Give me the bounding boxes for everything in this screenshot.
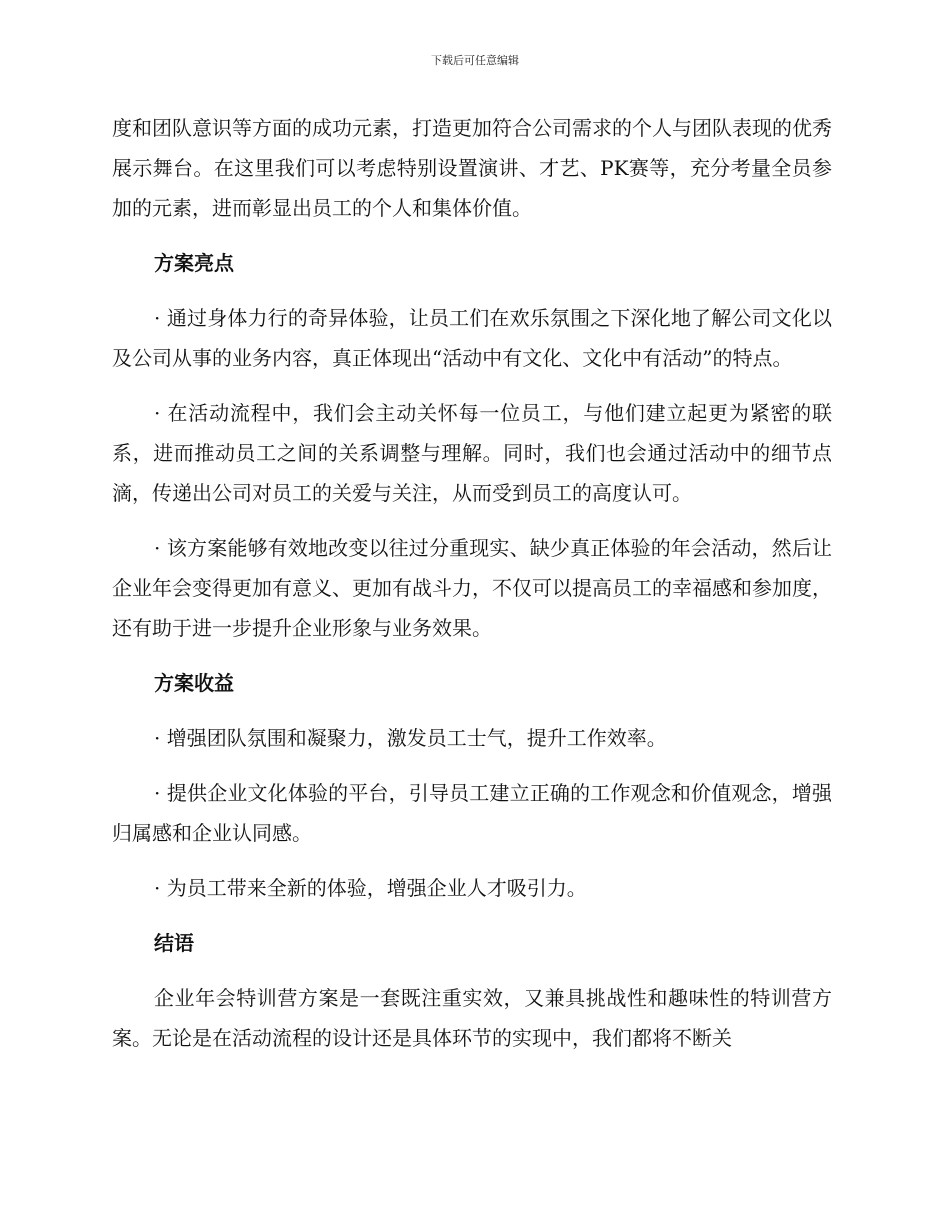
benefit-item: · 提供企业文化体验的平台，引导员工建立正确的工作观念和价值观念，增强归属感和企业认同感。 [112, 781, 832, 845]
highlight-item: · 通过身体力行的奇异体验，让员工们在欢乐氛围之下深化地了解公司文化以及公司从事的业务内容，真正体现出“活动中有文化、文化中有活动”的特点。 [112, 306, 832, 370]
highlight-item: · 该方案能够有效地改变以往过分重现实、缺少真正体验的年会活动，然后让企业年会变得更加有意义、更加有战斗力，不仅可以提高员工的幸福感和参加度，还有助于进一步提升企业形象与业务效果。 [112, 536, 832, 640]
section-heading-conclusion: 结语 [154, 931, 194, 955]
benefit-item: · 为员工带来全新的体验，增强企业人才吸引力。 [154, 876, 587, 900]
page-header: 下载后可任意编辑 [431, 54, 519, 67]
intro-paragraph: 度和团队意识等方面的成功元素，打造更加符合公司需求的个人与团队表现的优秀展示舞台。在这里我们可以考虑特别设置演讲、才艺、PK赛等，充分考量全员参加的元素，进而彰显出员工的个人和集体价值。 [112, 116, 832, 220]
section-heading-benefits: 方案收益 [154, 671, 234, 695]
section-heading-highlights: 方案亮点 [154, 251, 234, 275]
document-body [112, 108, 832, 1073]
benefit-item: · 增强团队氛围和凝聚力，激发员工士气，提升工作效率。 [154, 726, 667, 750]
highlight-item: · 在活动流程中，我们会主动关怀每一位员工，与他们建立起更为紧密的联系，进而推动员工之间的关系调整与理解。同时，我们也会通过活动中的细节点滴，传递出公司对员工的关爱与关注，从而受到员工的高度认可。 [112, 401, 832, 505]
conclusion-paragraph: 企业年会特训营方案是一套既注重实效，又兼具挑战性和趣味性的特训营方案。无论是在活动流程的设计还是具体环节的实现中，我们都将不断关 [112, 986, 832, 1050]
